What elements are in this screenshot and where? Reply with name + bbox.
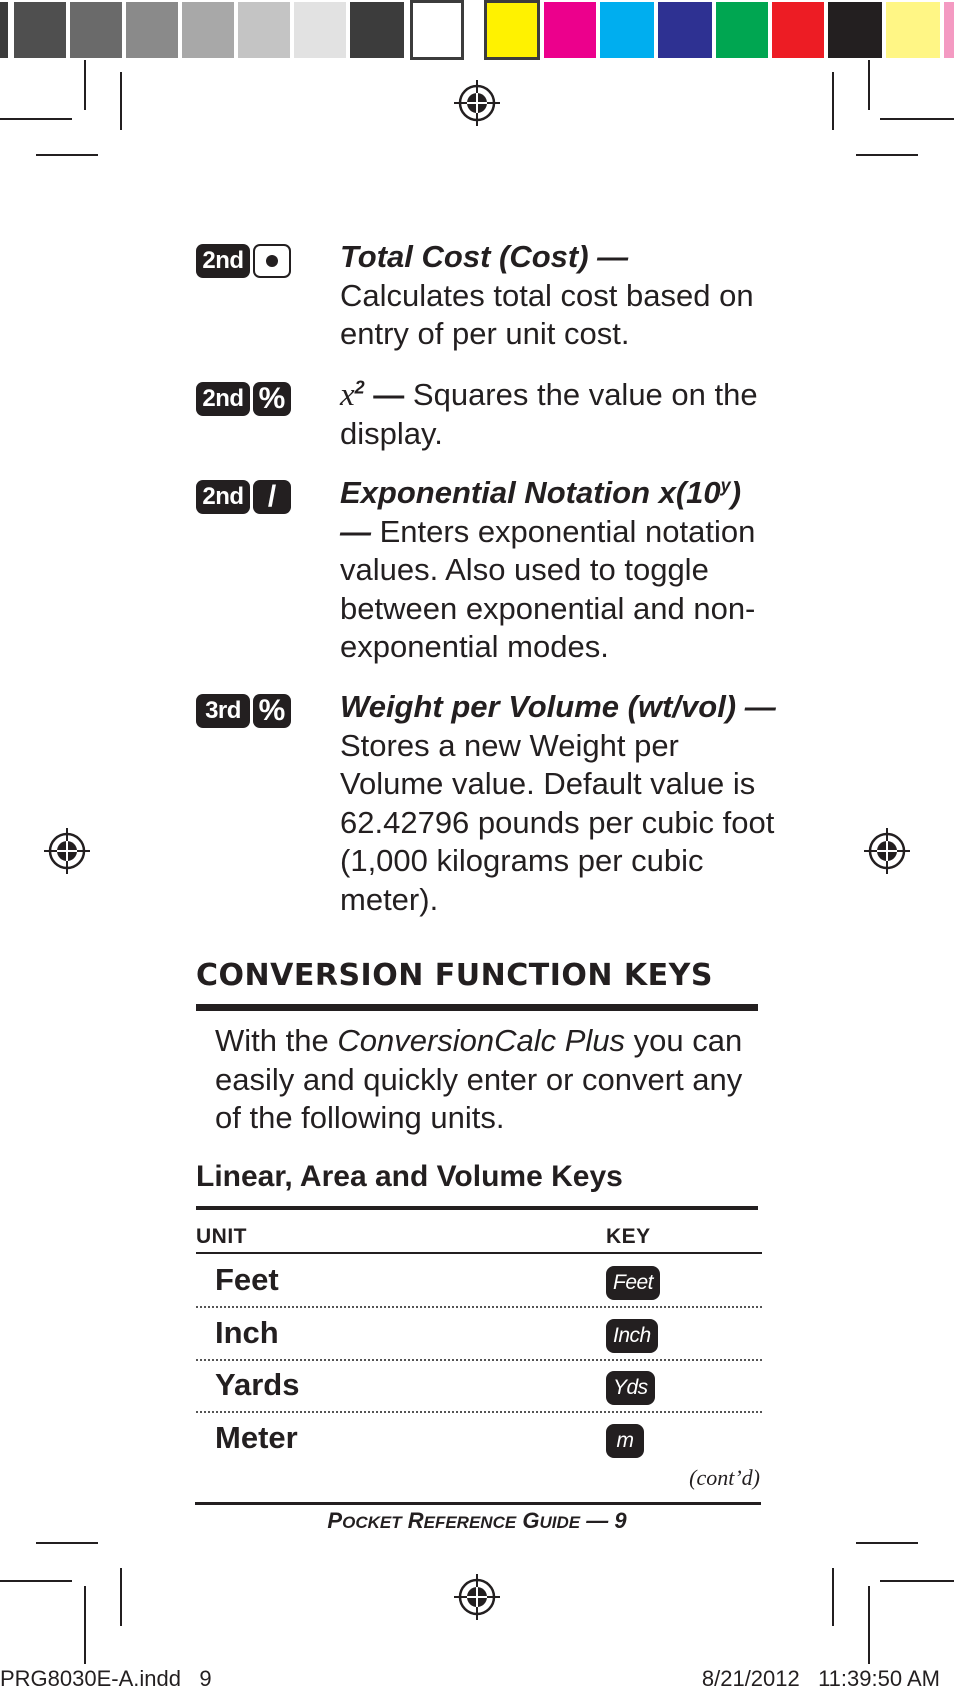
crop-mark — [36, 154, 98, 156]
key-combo — [196, 382, 291, 416]
3rd-key: 3rd — [196, 694, 250, 728]
crop-mark — [880, 118, 954, 120]
gray-swatch — [294, 2, 346, 58]
unit-name: Meter — [215, 1420, 298, 1455]
magenta-swatch — [544, 2, 596, 58]
meter-key: m — [606, 1424, 644, 1458]
yellow-swatch — [484, 0, 540, 60]
intro-text: you can easily and quickly enter or convert any of the following units. — [215, 1023, 743, 1135]
function-description — [340, 688, 780, 919]
unit-name: Yards — [215, 1367, 300, 1402]
table-row — [196, 1359, 762, 1413]
function-term: Total Cost (Cost) — — [340, 239, 629, 274]
gray-swatch — [182, 2, 234, 58]
footer-text: G — [522, 1508, 540, 1533]
term-main: Exponential Notation x(10 — [340, 475, 721, 510]
term-superscript: 2 — [354, 377, 365, 398]
section-divider — [196, 1004, 758, 1011]
2nd-key: 2nd — [196, 244, 250, 278]
intro-text: With the — [215, 1023, 338, 1058]
subsection-title: Linear, Area and Volume Keys — [196, 1160, 623, 1193]
crop-mark — [0, 118, 72, 120]
function-text: Calculates total cost based on entry of per unit cost. — [340, 277, 754, 351]
term-superscript: y — [720, 475, 731, 496]
registration-mark-icon — [452, 78, 502, 128]
table-row — [196, 1412, 762, 1464]
light-yellow-swatch — [886, 2, 940, 58]
unit-name: Feet — [215, 1262, 279, 1297]
gray-swatch — [238, 2, 290, 58]
function-text: Squares the value on the display. — [340, 377, 758, 451]
date-slug: 8/21/2012 11:39:50 AM — [701, 1666, 940, 1691]
crop-mark — [84, 60, 86, 110]
2nd-key: 2nd — [196, 480, 250, 514]
term-tail: — — [364, 377, 405, 412]
footer-text: UIDE — [539, 1513, 581, 1532]
yards-key: Yds — [606, 1371, 655, 1405]
product-name: ConversionCalc Plus — [337, 1023, 626, 1058]
section-intro — [215, 1022, 755, 1138]
registration-mark-icon — [862, 826, 912, 876]
pink-swatch — [944, 2, 954, 58]
term-base: x — [340, 377, 355, 413]
registration-mark-icon — [452, 1572, 502, 1622]
function-term: Weight per Volume (wt/vol) — — [340, 689, 776, 724]
column-header-unit: UNIT — [196, 1225, 247, 1248]
key-combo — [196, 694, 291, 728]
blue-swatch — [658, 2, 712, 58]
gray-swatch — [410, 0, 464, 60]
dot-key-icon — [253, 244, 291, 278]
inch-key: Inch — [606, 1319, 658, 1353]
feet-key: Feet — [606, 1266, 660, 1300]
column-header-key: KEY — [606, 1225, 651, 1248]
cyan-swatch — [600, 2, 654, 58]
crop-mark — [856, 154, 918, 156]
gray-swatch — [70, 2, 122, 58]
crop-mark — [832, 72, 834, 130]
crop-mark — [868, 1586, 870, 1664]
crop-mark — [36, 1542, 98, 1544]
footer-text: OCKET — [342, 1513, 402, 1532]
registration-mark-icon — [42, 826, 92, 876]
unit-name: Inch — [215, 1315, 279, 1350]
crop-mark — [120, 1568, 122, 1626]
red-swatch — [772, 2, 824, 58]
gray-swatch — [126, 2, 178, 58]
function-description — [340, 376, 780, 453]
section-title: CONVERSION FUNCTION KEYS — [196, 958, 713, 993]
footer-text: P — [327, 1508, 343, 1533]
percent-key: % — [253, 694, 291, 728]
crop-mark — [868, 60, 870, 110]
page-number: — 9 — [586, 1508, 627, 1533]
black-swatch — [828, 2, 882, 58]
function-description — [340, 474, 780, 667]
crop-mark — [120, 72, 122, 130]
crop-mark — [856, 1542, 918, 1544]
function-term — [340, 377, 404, 412]
crop-mark — [0, 1580, 72, 1582]
crop-mark — [832, 1568, 834, 1626]
function-text: Stores a new Weight per Volume value. Default value is 62.42796 pounds per cubic foot (1,000 kilograms per cubic meter). — [340, 727, 775, 917]
green-swatch — [716, 2, 768, 58]
key-combo — [196, 480, 291, 514]
gray-swatch — [0, 2, 8, 58]
table-row — [196, 1307, 762, 1361]
page-footer — [0, 1508, 954, 1534]
divide-key: / — [253, 480, 291, 514]
key-combo — [196, 244, 291, 278]
term-tail: ) — — [340, 475, 742, 549]
2nd-key: 2nd — [196, 382, 250, 416]
gray-swatch — [14, 2, 66, 58]
function-text: Enters exponential notation values. Also used to toggle between exponential and non-exponential modes. — [340, 513, 756, 664]
crop-mark — [84, 1586, 86, 1664]
footer-divider — [195, 1502, 761, 1505]
function-description — [340, 238, 780, 354]
gray-swatch — [350, 2, 404, 58]
file-slug: PRG8030E-A.indd 9 — [0, 1666, 212, 1691]
table-row — [196, 1254, 762, 1308]
percent-key: % — [253, 382, 291, 416]
crop-mark — [880, 1580, 954, 1582]
subsection-divider — [196, 1206, 758, 1210]
footer-text: R — [407, 1508, 424, 1533]
color-bar — [0, 0, 954, 60]
footer-text: EFERENCE — [423, 1513, 517, 1532]
continued-note: (cont’d) — [689, 1465, 760, 1490]
